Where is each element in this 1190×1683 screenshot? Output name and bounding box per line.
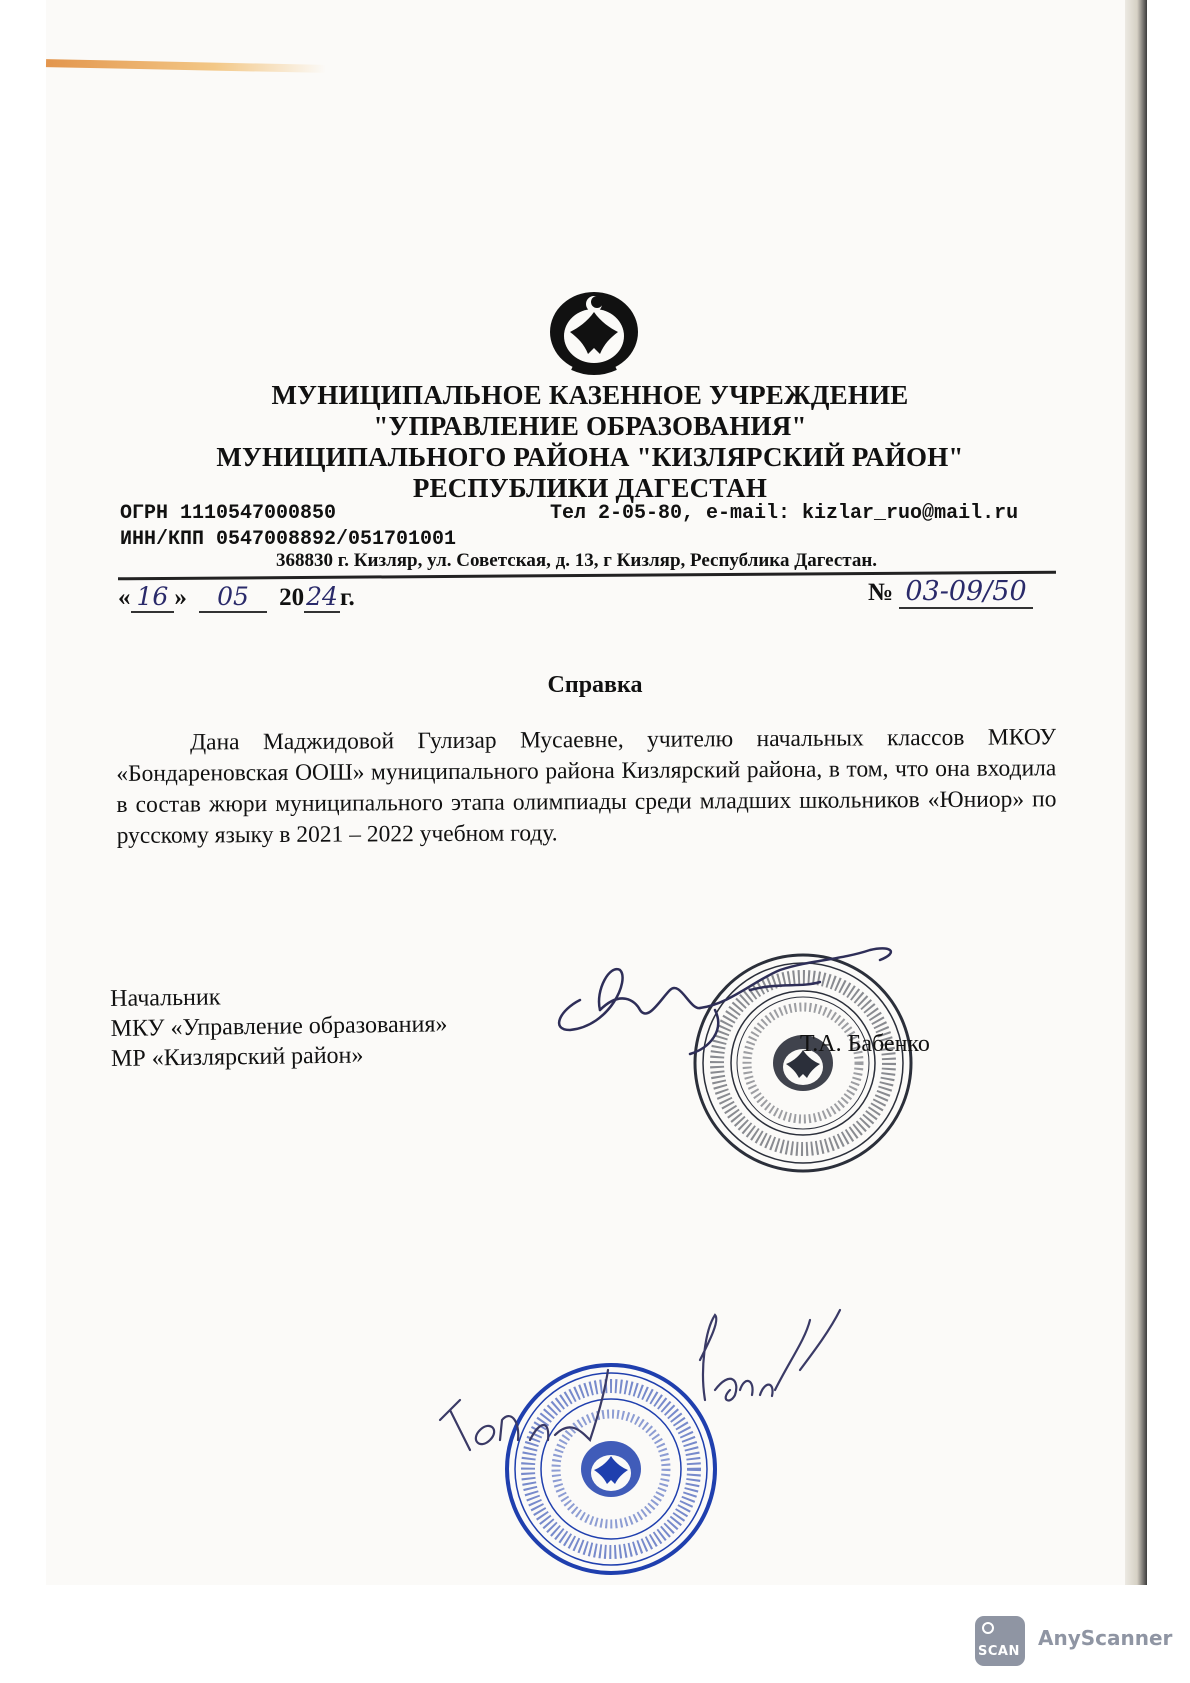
- scan-page-edge: [1125, 0, 1147, 1585]
- date-close-quote: »: [174, 584, 187, 611]
- date-day: 16: [131, 582, 175, 613]
- date-year-prefix: 20: [279, 584, 305, 611]
- address-text: 368830 г. Кизляр, ул. Советская, д. 13, г Кизляр, Республика Дагестан.: [276, 550, 878, 571]
- date-year-suffix: 24: [306, 582, 338, 611]
- signatory-name: Т.А. Бабенко: [800, 1031, 930, 1057]
- date-month: 05: [199, 582, 267, 613]
- dagestan-emblem-icon: [542, 282, 646, 378]
- certification-signature-icon: [430, 1300, 930, 1470]
- document-title: Справка: [547, 672, 643, 698]
- anyscanner-logo-label: SCAN: [978, 1644, 1020, 1659]
- anyscanner-app-name: AnyScanner: [1038, 1626, 1173, 1650]
- ogrn-text: ОГРН 1110547000850: [120, 502, 337, 525]
- contacts-text: Тел 2-05-80, e-mail: kizlar_ruo@mail.ru: [550, 502, 1019, 525]
- date-open-quote: «: [118, 584, 131, 611]
- document-date: [118, 582, 355, 613]
- header-line-4: РЕСПУБЛИКИ ДАГЕСТАН: [412, 473, 768, 503]
- header-line-2: "УПРАВЛЕНИЕ ОБРАЗОВАНИЯ": [373, 411, 807, 441]
- signatory-position: [110, 979, 448, 1074]
- anyscanner-logo-icon: [975, 1616, 1025, 1666]
- position-line-3: МР «Кизлярский район»: [110, 1042, 364, 1072]
- header-line-1: МУНИЦИПАЛЬНОЕ КАЗЕННОЕ УЧРЕЖДЕНИЕ: [271, 380, 909, 410]
- inn-text: ИНН/КПП 0547008892/051701001: [120, 528, 457, 551]
- header-line-3: МУНИЦИПАЛЬНОГО РАЙОНА "КИЗЛЯРСКИЙ РАЙОН": [216, 442, 964, 472]
- number-value: 03-09/50: [899, 576, 1032, 609]
- number-prefix: №: [868, 579, 894, 606]
- date-suffix: г.: [339, 584, 355, 611]
- document-body: Дана Маджидовой Гулизар Мусаевне, учителю начальных классов МКОУ «Бондареновская ООШ» муниципального района Кизлярский района, в том, что она входила в состав жюри муниципального этапа олимпиады среди младших школьников «Юниор» по русскому языку в 2021 – 2022 учебном году.: [116, 724, 1057, 849]
- position-line-1: Начальник: [110, 984, 221, 1012]
- document-number: [868, 576, 1033, 609]
- position-line-2: МКУ «Управление образования»: [110, 1011, 448, 1042]
